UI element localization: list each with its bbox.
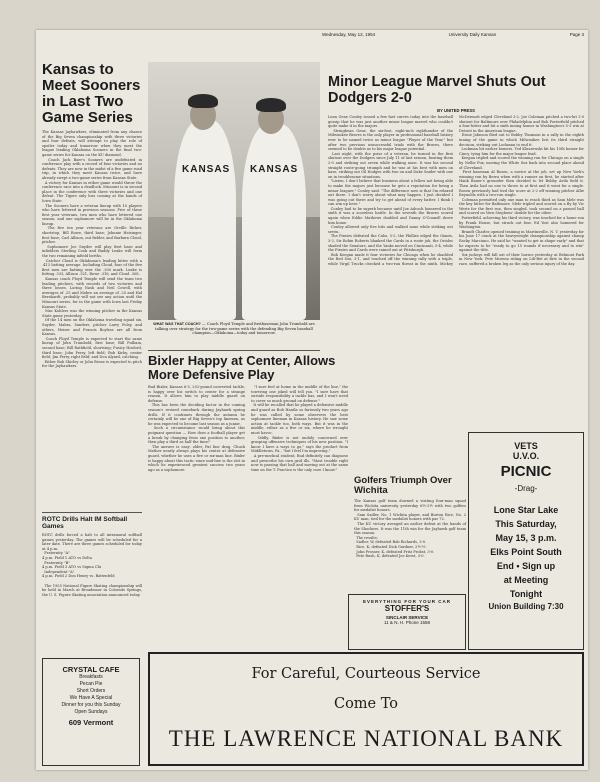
rotc-article bbox=[42, 516, 142, 652]
bank-line-1: For Careful, Courteous Service bbox=[251, 666, 481, 682]
cafe-address: 609 Vermont bbox=[68, 718, 114, 727]
vets-line-9: End • Sign up bbox=[496, 561, 556, 571]
lawrence-national-bank-ad bbox=[148, 652, 584, 766]
rule-middle-1 bbox=[148, 350, 320, 351]
jersey-lettering-right: KANSAS bbox=[250, 164, 299, 175]
newspaper-page bbox=[36, 30, 588, 770]
vets-line-10: at Meeting bbox=[503, 575, 549, 585]
stoffers-service: SINCLAIR SERVICE bbox=[385, 615, 429, 620]
cafe-item-1: Pecan Pie bbox=[79, 681, 103, 687]
vets-line-12: Union Building 7:30 bbox=[488, 602, 564, 611]
cafe-item-4: Dinner for you this Sunday bbox=[61, 702, 121, 708]
vets-line-1: VETS bbox=[514, 441, 538, 451]
golfers-headline: Golfers Triumph Over Wichita bbox=[354, 475, 452, 496]
rotc-body: ROTC drills forced a halt to all intramural softball games yesterday. The games will be scheduled for a later date. There are three games scheduled for today at 4 p.m. Fraternity "A" 4 p.m. Field 1 ATO vs Delta Fraternity "B" 4 p.m. Field 3 ATO vs Sigma Chi Independent "A" 4 p.m. Field 2 Don Henry vs. Battenfeld The 1955 National Figure Skating championship will be held in March at Broadmoor in Colorado Springs, the U. S. Figure Skating association announced today. bbox=[42, 533, 142, 597]
golfers-article bbox=[354, 476, 466, 590]
vets-line-11: Tonight bbox=[509, 589, 543, 599]
header-date: Wednesday, May 12, 1954 bbox=[322, 32, 376, 37]
stoffers-name: STOFFER'S bbox=[384, 604, 430, 613]
stoffers-ad bbox=[348, 594, 466, 650]
header-page-number: Page 3 bbox=[569, 32, 584, 37]
cafe-item-2: Short Orders bbox=[76, 688, 106, 694]
header-paper: University Daily Kansan bbox=[448, 32, 497, 37]
minor-league-byline: BY UNITED PRESS bbox=[437, 108, 475, 113]
caption-lead: WHAT WAS THAT COACH? bbox=[153, 322, 201, 326]
player-figure bbox=[242, 124, 306, 320]
cafe-item-3: We Have A Special bbox=[69, 695, 113, 701]
bixler-headline: Bixler Happy at Center, Allows More Defensive Play bbox=[148, 353, 336, 382]
bixler-body: Bud Bixler, Kansas 6-5, 252-pound converted tackle, is happy over his switch to center for a strange reason. It allows him to play middle guard on defense. This has been the deciding factor in the coming season's revised comeback during Jayhawk spring drills. If it continues through the autumn he certainly will be one of Big Seven's top linemen, as he was expected to become last season as a junior. Such a circumstance would bring about this poignant question — How does a football player get a break by changing from one position to another, then play a third as half the time? The answer is easy: older, Pat line drag, Chuck Mather nearly always plays his center at defensive guard, whether he uses a five or six-man line. Bixler is happy about this tactic since mid-line is the slot in which he experienced greatest success two years ago as a sophomore. "I sure feel at home in the middle of the line," the towering one joked will tell you. "I sure have that outside responsibility a tackle has, and I won't need to cover so much ground on defense." It will be recalled that he played a defensive middle and guard as Bob Hantla so furiously two years ago he was called by some observers the best sophomore lineman in Kansas history. He saw some action at tackle too, both ways. But it was in the middle, either as a five or six, where he wrought most havoc. Oddly, Bixler is not unduly concerned over grasping offensive techniques of his new position. "I know I have a ways to go," says the product from Middletown, Pa., "but I feel I'm improving." A pre-medical student, Bud definitely can diagnose and prescribe his own grid ills. "Most trouble right now is passing that ball and moving out at the same time on the T. Practice is the only cure I know." bbox=[148, 385, 348, 472]
kansas-article bbox=[42, 62, 142, 508]
stoffers-tagline: EVERYTHING FOR YOUR CAR bbox=[362, 599, 451, 604]
kansas-headline: Kansas to Meet Sooners in Last Two Game Series bbox=[42, 61, 141, 126]
golfers-body: The Kansas golf team downed a visiting four-man squad from Wichita university yesterday 6½-2½ with two golfers for medalist honors. Sam Sadler, No. 1 Wichita player, and Burton Rice, No. 2 KU man, tied for the medalist honors with par 72. The KU victory avenged an earlier defeat at the hands of the Shockers. It was the 11th win for the Jayhawk golf team this season. The results: Sadler, W, defeated Bob Richards, 3-0. Rice, K, defeated Dick Gardner, 2½-½. John Prosser, K, defeated Fritz Probst, 3-0. Pete Rush, K, defeated Joe Kerst, 3-0. bbox=[354, 499, 466, 559]
stoffers-address: 11 & N. H. Phone 1558 bbox=[384, 620, 430, 625]
minor-league-body: Lean Gene Conley tossed a few fast curves today into the baseball gossip that he was just another minor league marvel who couldn't quite make it in the majors. Stringbean Gene, the six-foot, eight-inch righthander of the Milwaukee Braves is the only player in professional baseball history ever to be named twice as minor league "Player of the Year," but after two previous unsuccessful trials with the Braves, there seemed to be doubts as to his major league potential. Last night, with the poise of a veteran, he turned in the first shutout over the Dodgers since July 11 of last season, beating them 2-0 and striking out seven while walking none. It was his second straight route-going triumph and he was at his best with men on base, striking out Gil Hodges with two on and Duke Snider with one on in troublesome situations. "Listen, I don't believe that business about a fellow not being able to make the majors just because he gets a reputation for being a minor leaguer," Conley said. "The difference now is that I'm relaxed out there. I don't worry about what may happen. I just decided I was going out there and try to get ahead of every batter. I think I can win up here." Conley had to be superb because until Joe Adcock homered in the sixth it was a scoreless battle. In the seventh the Braves scored again when Eddie Mathews doubled and Danny O'Connell drove him home. Conley allowed only five hits and walked none while striking out seven. The Pirates defeated the Cubs, 5-2, the Phillies edged the Giants, 3-2, Sir Robin Roberts blanked the Cards in a route job, the Orioles shaded the Senators, and the Yanks moved on Cincinnati, 5-4, while the Pirates and Cards were rained out at Pittsburgh. Bob Keegan made it four victories for Chicago when he shackled the Red Sox, 3-1, and touched off the winning rally with a triple, while Virgil Trucks checked a two-run threat in the ninth. Mickey McDermott edged Cleveland 3-2. Joe Coleman pitched a two-hit 2-0 shutout for Baltimore over Philadelphia and Bob Porterfield pitched a four-hitter and hit a sixth inning homer in Washington's 5-3 win at Detroit in the American league. Ernie Johnson flied out to Bobby Thomson in a rally in the eighth inning of the game in which Milwaukee lost its third straight decision, striking out Lockman to end it. Lockman hit earlier homers. Ted Kluszewski hit his 10th homer for Cincy, tying him for the major league lead. Keegan tripled and scored the winning run for Chicago on a single by Nellie Fox, moving the White Sox back into second place ahead of Cleveland. First baseman Al Rosen, a novice at the job, set up New York's winning run by Berra when with a runner on first, he started after Hank Bauer's grounder then decided to let Bobby Avila field it. Then Avila had no one to throw to at first and it went for a single. Rosen previously had tied the score at 2-2 off winning pitcher Allie Reynolds with a two-run single. Coleman permitted only one man to reach third as Sam Mele was the key hitter for Baltimore. Mele tripled and scored on a fly by Vic Wertz for the first run, then singled, took second on a passed ball and scored on Vern Stephens' double for the other. Porterfield, achieving his third victory, was touched for a home run by Frank House, but struck out four. Ed Yost also homered for Washington. Brandt Charles opened training in Martinsville, N. Y. yesterday for his June 17 crack at the heavyweight championship against champ Rocky Marciano. He said he "wanted to get in shape early" and that he expects to be "ready to go 15 rounds if necessary and to win" against the title. Six jockeys will fall out of their horses yesterday at Belmont Park in New York. Pete Moreno riding on Lili-Bet at first in the second race, suffered a broken leg as the only serious injury of the day. bbox=[328, 115, 584, 266]
coach-cap bbox=[188, 94, 218, 108]
vets-picnic-ad bbox=[468, 432, 584, 650]
rotc-headline: ROTC Drills Halt IM Softball Games bbox=[42, 516, 128, 530]
minor-league-article bbox=[328, 74, 584, 430]
photo-caption bbox=[148, 322, 320, 336]
cafe-item-5: Open Sundays bbox=[74, 709, 108, 715]
caption-text: Coach Floyd Temple and firstbaseman John Trumbold are talking over strategy for the two-game series with the defending Big Seven baseball champion—Oklahoma—today and tomorrow. bbox=[155, 322, 315, 336]
vets-line-8: Elks Point South bbox=[490, 547, 562, 557]
vets-line-5: Lone Star Lake bbox=[493, 505, 559, 515]
minor-league-headline: Minor League Marvel Shuts Out Dodgers 2-0 bbox=[328, 74, 546, 106]
bank-line-3: THE LAWRENCE NATIONAL BANK bbox=[168, 726, 564, 751]
vets-line-4: -Drag- bbox=[514, 484, 538, 493]
coach-figure bbox=[174, 120, 236, 320]
bixler-article bbox=[148, 354, 348, 650]
crystal-cafe-ad bbox=[42, 658, 140, 766]
vets-line-7: May 15, 3 p.m. bbox=[495, 533, 557, 543]
page-header bbox=[322, 32, 584, 37]
player-cap bbox=[256, 98, 286, 112]
cafe-name: CRYSTAL CAFE bbox=[62, 665, 120, 674]
vets-line-2: U.V.O. bbox=[512, 451, 540, 461]
caption-separator: — bbox=[202, 322, 206, 326]
vets-line-3: PICNIC bbox=[500, 463, 552, 480]
baseball-photo bbox=[148, 62, 320, 320]
bank-line-2: Come To bbox=[333, 696, 399, 712]
vets-line-6: This Saturday, bbox=[495, 519, 557, 529]
kansas-body: The Kansas Jayhawkers, eliminated from any chance of the Big Seven championship with three victories and four defeats, will attempt to play the role of spoiler today and tomorrow when they meet the league leading Oklahoma Sooners in the final two-game series for Kansas on the KU diamond. Coach Jack Baer's Sooners are undefeated in conference play with a record of four victories and no defeats. They are now in the midst of a five game road trip, in which they meet Kansas twice, and have already swept a two-game series from Kansas State. A victory for Kansas in either game would throw the conference race into a deadlock. Missouri is in second place in the conference with three victories and one defeat. The Tigers only loss coming at the hands of Iowa State. The Sooners have a veteran lineup with 10 players who have lettered in previous seasons. Five of these first year veterans, two men who have lettered one season, and one sophomore will be in the Oklahoma lineup. The five ten year veterans are Orville Ricker, shortstop, Bill Rowe, third base; Johnnie Heisinger, first base; Carl Allison, out fielder, and Barbara Cloud, pitcher. Sophomore Joe Snyder will play first base and infielders Sterling Cook and Buddy Leake will form the two remaining infield berths. Catcher Cloud is Oklahoma's leading hitter with a .413 batting average. Including Cloud, four of the five first men are batting over the .300 mark. Leake is hitting .333, Allison .321, Rowe .316, and Cloud .308. Kansas coach Floyd Temple will send the team two leading pitchers, with records of two victories and three losses. Loring Nash and Neil Cowell, with averages of .25 and Mobre an average of .25 and Hal Bernhardt, probably will not see any action until the Missouri series, for in the game with Iowa last Friday Kansas State. Mac Kohlers was the winning pitcher in the Kansas State game yesterday. Of the 14 men on the Oklahoma traveling squad six, Snyder, Mabra, Sanders, pitcher Larry Foley, and others, Heiser and Francis Boyless are all from Kansas. Coach Floyd Temple is expected to start the same lineup of John Trumbold, first base; Bill Pulliam, second base; Bill Rathfield, shortstop; Pusicy Hosford, third base; John Perry, left field; Bob Kirby, center field; Jim Perry, right field; and Don Alyard, catching. Either Bob Shirley or John Besse is expected to pitch for the Jayhawkers. bbox=[42, 130, 142, 369]
cafe-item-0: Breakfasts bbox=[79, 674, 103, 680]
jersey-lettering-left: KANSAS bbox=[182, 164, 231, 175]
rule-left-1 bbox=[42, 512, 142, 513]
